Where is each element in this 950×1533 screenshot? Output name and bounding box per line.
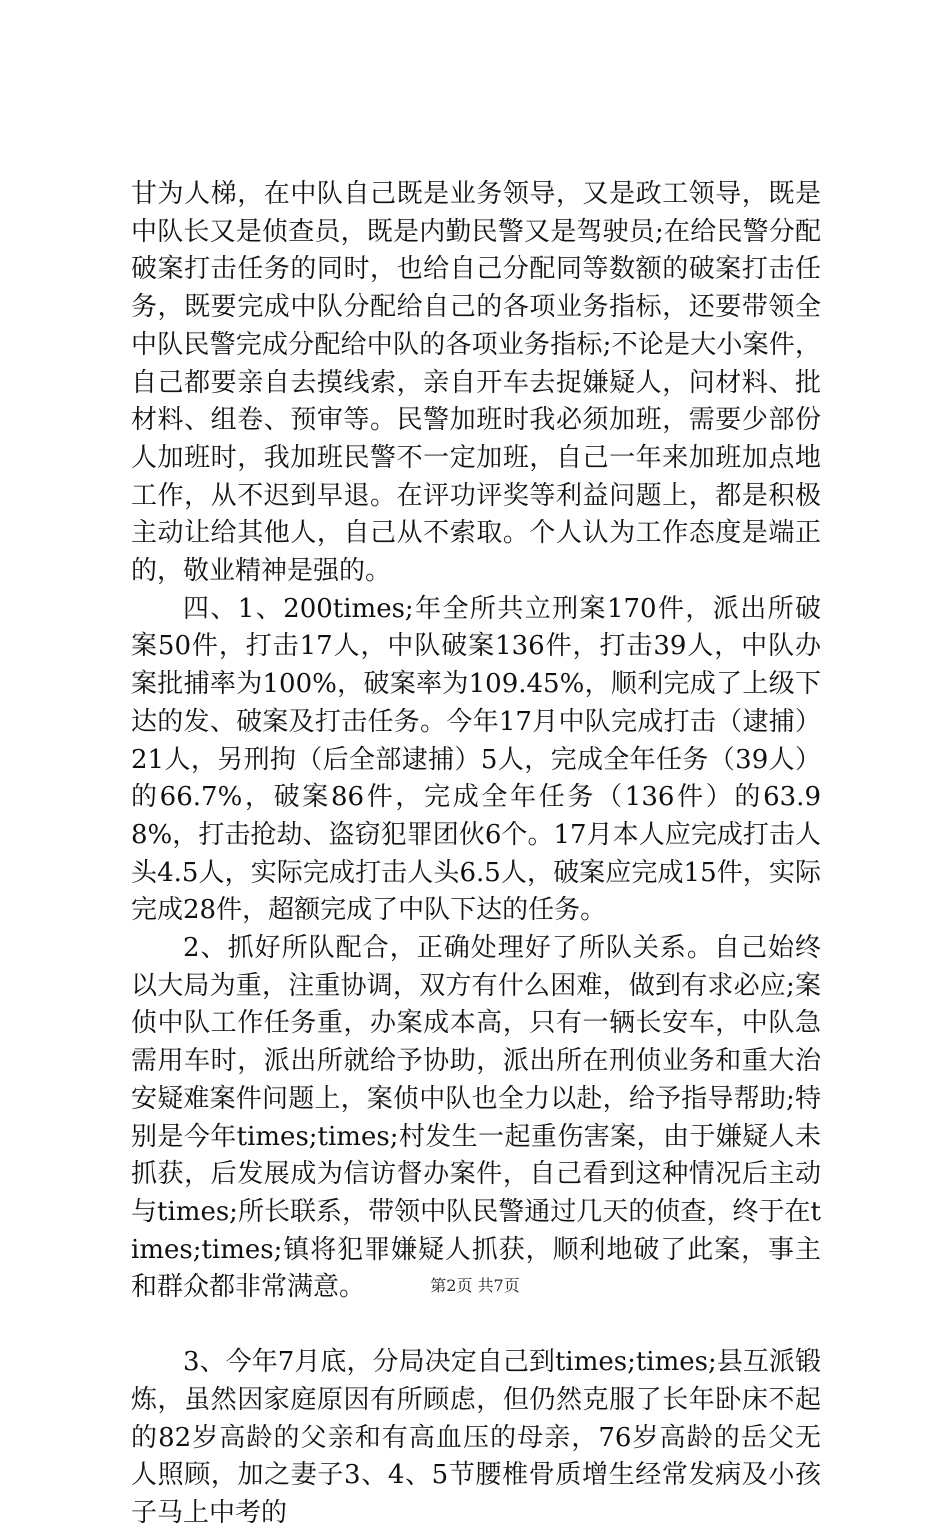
paragraph-coordination: 2、抓好所队配合，正确处理好了所队关系。自己始终以大局为重，注重协调，双方有什么困难，做到有求必应;案侦中队工作任务重，办案成本高，只有一辆长安车，中队急需用车时，派出所就给予协助，派出所在刑侦业务和重大治安疑难案件问题上，案侦中队也全力以赴，给予指导帮助;特别是今年times;times;村发生一起重伤害案，由于嫌疑人未抓获，后发展成为信访督办案件，自己看到这种情况后主动与times;所长联系，带领中队民警通过几天的侦查，终于在times;times;镇将犯罪嫌疑人抓获，顺利地破了此案，事主和群众都非常满意。: [131, 933, 821, 1303]
page-number-footer: 第2页 共7页: [430, 1276, 520, 1295]
paragraph-case-statistics: 四、1、200times;年全所共立刑案170件，派出所破案50件，打击17人，中队破案136件，打击39人，中队办案批捕率为100%，破案率为109.45%，顺利完成了上级下达的发、破案及打击任务。今年17月中队完成打击（逮捕）21人，另刑拘（后全部逮捕）5人，完成全年任务（39人）的66.7%，破案86件，完成全年任务（136件）的63.98%，打击抢劫、盗窃犯罪团伙6个。17月本人应完成打击人头4.5人，实际完成打击人头6.5人，破案应完成15件，实际完成28件，超额完成了中队下达的任务。: [131, 593, 821, 926]
paragraph-exchange-training: 3、今年7月底，分局决定自己到times;times;县互派锻炼，虽然因家庭原因有所顾虑，但仍然克服了长年卧床不起的82岁高龄的父亲和有高血压的母亲，76岁高龄的岳父无人照顾，加之妻子3、4、5节腰椎骨质增生经常发病及小孩子马上中考的: [131, 1347, 821, 1528]
document-body: [131, 176, 821, 1533]
paragraph-work-attitude: 甘为人梯，在中队自己既是业务领导，又是政工领导，既是中队长又是侦查员，既是内勤民警又是驾驶员;在给民警分配破案打击任务的同时，也给自己分配同等数额的破案打击任务，既要完成中队分配给自己的各项业务指标，还要带领全中队民警完成分配给中队的各项业务指标;不论是大小案件，自己都要亲自去摸线索，亲自开车去捉嫌疑人，问材料、批材料、组卷、预审等。民警加班时我必须加班，需要少部份人加班时，我加班民警不一定加班，自己一年来加班加点地工作，从不迟到早退。在评功评奖等利益问题上，都是积极主动让给其他人，自己从不索取。个人认为工作态度是端正的，敬业精神是强的。: [131, 179, 821, 587]
